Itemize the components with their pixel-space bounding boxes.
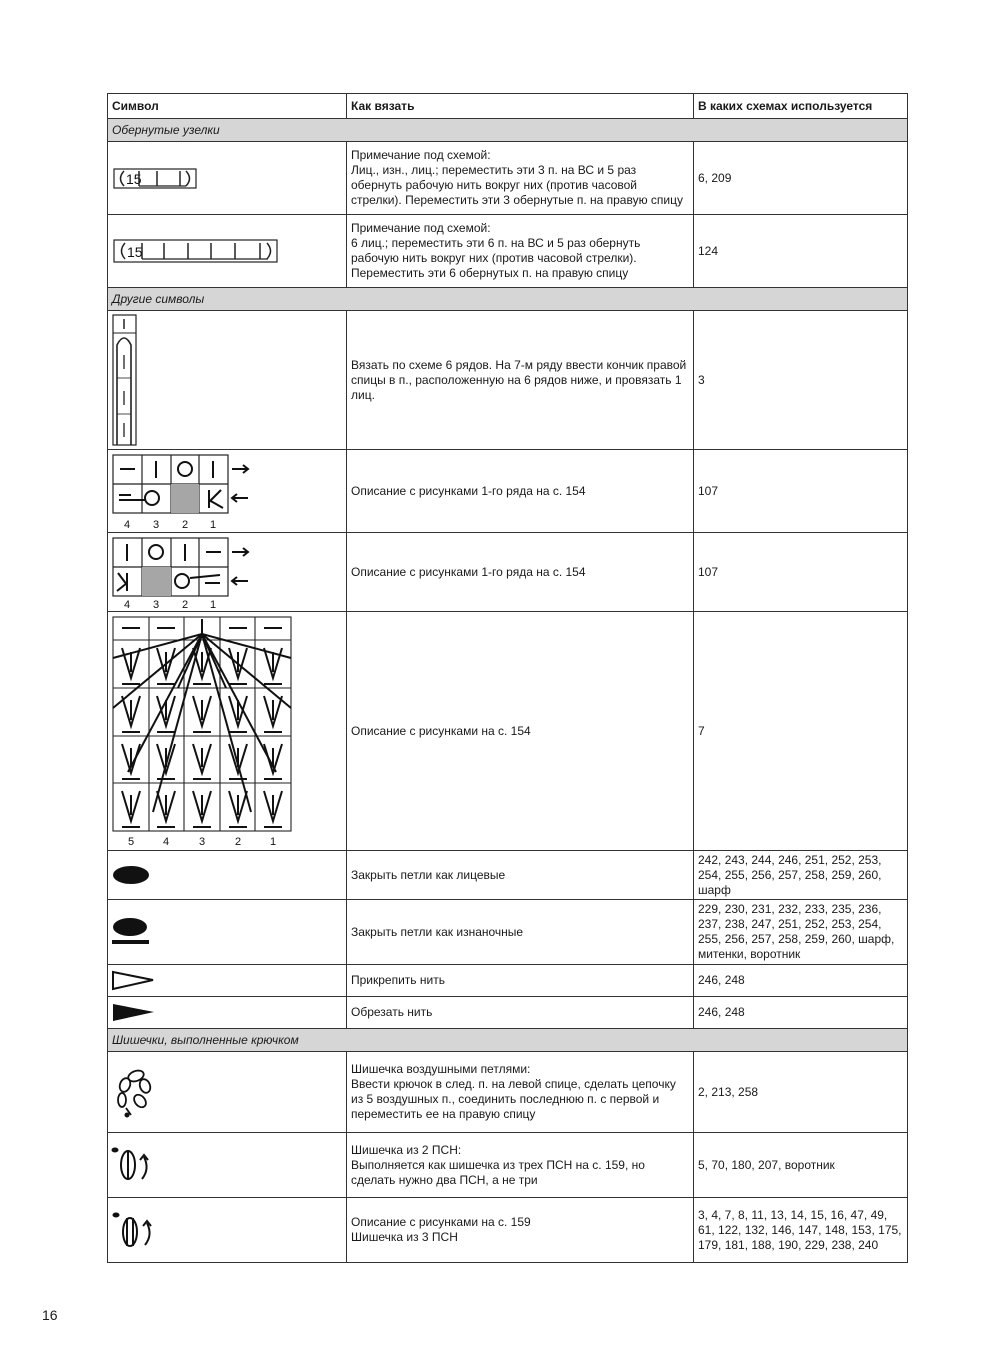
table-row: [108, 851, 908, 900]
header-symbol: Символ: [108, 94, 347, 119]
cut-yarn-symbol: [108, 997, 346, 1028]
header-row: [108, 94, 908, 119]
used-text: 246, 248: [694, 997, 908, 1029]
section-other: [108, 288, 908, 311]
table-row: [108, 900, 908, 965]
table-row: [108, 612, 908, 851]
used-text: 7: [694, 612, 908, 851]
used-text: 107: [694, 450, 908, 533]
chart-a-symbol: [108, 450, 346, 532]
symbol-legend-table: [107, 93, 908, 1263]
column-number: 4: [162, 836, 170, 848]
column-number: 2: [181, 519, 189, 531]
header-how: Как вязать: [347, 94, 694, 119]
attach-yarn-symbol: [108, 965, 346, 996]
used-text: 124: [694, 215, 908, 288]
how-text: Закрыть петли как лицевые: [347, 851, 694, 900]
column-number: 3: [198, 836, 206, 848]
column-number: 3: [152, 519, 160, 531]
column-number: 1: [209, 599, 217, 611]
triangle-stitch-icon: [193, 696, 211, 726]
table-row: [108, 997, 908, 1029]
how-text: Закрыть петли как изнаночные: [347, 900, 694, 965]
section-title: Обернутые узелки: [108, 119, 908, 142]
bind-off-knit-symbol: [108, 851, 346, 899]
wrap-3-symbol: [108, 142, 346, 214]
section-wrapped: [108, 119, 908, 142]
triangle-stitch-icon: [193, 791, 211, 821]
triangle-stitch-icon: [264, 696, 282, 726]
how-text: Прикрепить нить: [347, 965, 694, 997]
table-row: [108, 311, 908, 450]
used-text: 5, 70, 180, 207, воротник: [694, 1133, 908, 1198]
column-number: 5: [127, 836, 135, 848]
used-text: 2, 213, 258: [694, 1052, 908, 1133]
section-title: Другие символы: [108, 288, 908, 311]
triangle-stitch-icon: [122, 696, 140, 726]
column-number: 4: [123, 519, 131, 531]
triangle-stitch-icon: [122, 791, 140, 821]
used-text: 229, 230, 231, 232, 233, 235, 236, 237, 238, 247, 251, 252, 253, 254, 255, 256, 257, 258, 259, 260, шарф, митенки, воротник: [694, 900, 908, 965]
triangle-stitch-icon: [193, 648, 211, 678]
column-number: 1: [269, 836, 277, 848]
how-text: Описание с рисунками на с. 154: [347, 612, 694, 851]
bobble-2-symbol: [108, 1133, 346, 1197]
how-text: Обрезать нить: [347, 997, 694, 1029]
triangle-stitch-icon: [229, 791, 247, 821]
triangle-stitch-icon: [229, 744, 247, 773]
table-row: [108, 215, 908, 288]
wrap-6-symbol: [108, 215, 346, 287]
column-number: 4: [123, 599, 131, 611]
how-text: Шишечка из 2 ПСН: Выполняется как шишечка из трех ПСН на с. 159, но сделать нужно два ПСН, а не три: [347, 1133, 694, 1198]
triangle-stitch-icon: [264, 791, 282, 821]
bind-off-purl-symbol: [108, 900, 346, 964]
triangle-stitch-icon: [193, 744, 211, 773]
triangle-stitch-icon: [157, 744, 175, 773]
triangle-stitch-icon: [122, 744, 140, 773]
used-text: 107: [694, 533, 908, 612]
how-text: Описание с рисунками на с. 159 Шишечка из 3 ПСН: [347, 1198, 694, 1263]
used-text: 242, 243, 244, 246, 251, 252, 253, 254, 255, 256, 257, 258, 259, 260, шарф: [694, 851, 908, 900]
triangle-stitch-icon: [264, 744, 282, 773]
used-text: 3: [694, 311, 908, 450]
how-text: Примечание под схемой: 6 лиц.; переместить эти 6 п. на ВС и 5 раз обернуть рабочую нить вокруг них (против часовой стрелки). Переместить эти 6 обернутых п. на правую спицу: [347, 215, 694, 288]
table-row: [108, 1133, 908, 1198]
elongated-stitch-symbol: [108, 311, 346, 449]
wrap-count-label: 15: [127, 244, 143, 260]
table-row: [108, 450, 908, 533]
triangle-stitch-icon: [157, 791, 175, 821]
chain-bobble-symbol: [108, 1052, 346, 1132]
how-text: Вязать по схеме 6 рядов. На 7-м ряду ввести кончик правой спицы в п., расположенную на 6 рядов ниже, и провязать 1 лиц.: [347, 311, 694, 450]
column-number: 2: [234, 836, 242, 848]
column-number: 1: [209, 519, 217, 531]
chart-c-symbol: [108, 612, 346, 850]
wrap-count-label: 15: [126, 171, 142, 187]
table-row: [108, 965, 908, 997]
section-crochet: [108, 1029, 908, 1052]
page-number: 16: [42, 1307, 58, 1323]
how-text: Примечание под схемой: Лиц., изн., лиц.; переместить эти 3 п. на ВС и 5 раз обернуть рабочую нить вокруг них (против часовой стрелки). Переместить эти 3 обернутые п. на правую спицу: [347, 142, 694, 215]
used-text: 246, 248: [694, 965, 908, 997]
how-text: Описание с рисунками 1-го ряда на с. 154: [347, 450, 694, 533]
header-used: В каких схемах используется: [694, 94, 908, 119]
column-number: 2: [181, 599, 189, 611]
how-text: Шишечка воздушными петлями: Ввести крючок в след. п. на левой спице, сделать цепочку из 5 воздушных п., соединить последнюю п. с первой и переместить ее на правую спицу: [347, 1052, 694, 1133]
used-text: 6, 209: [694, 142, 908, 215]
section-title: Шишечки, выполненные крючком: [108, 1029, 908, 1052]
how-text: Описание с рисунками 1-го ряда на с. 154: [347, 533, 694, 612]
column-number: 3: [152, 599, 160, 611]
bobble-3-symbol: [108, 1198, 346, 1262]
chart-b-symbol: [108, 533, 346, 611]
table-row: [108, 533, 908, 612]
table-row: [108, 1198, 908, 1263]
table-row: [108, 142, 908, 215]
table-row: [108, 1052, 908, 1133]
used-text: 3, 4, 7, 8, 11, 13, 14, 15, 16, 47, 49, 61, 122, 132, 146, 147, 148, 153, 175, 179, 181, 188, 190, 229, 238, 240: [694, 1198, 908, 1263]
